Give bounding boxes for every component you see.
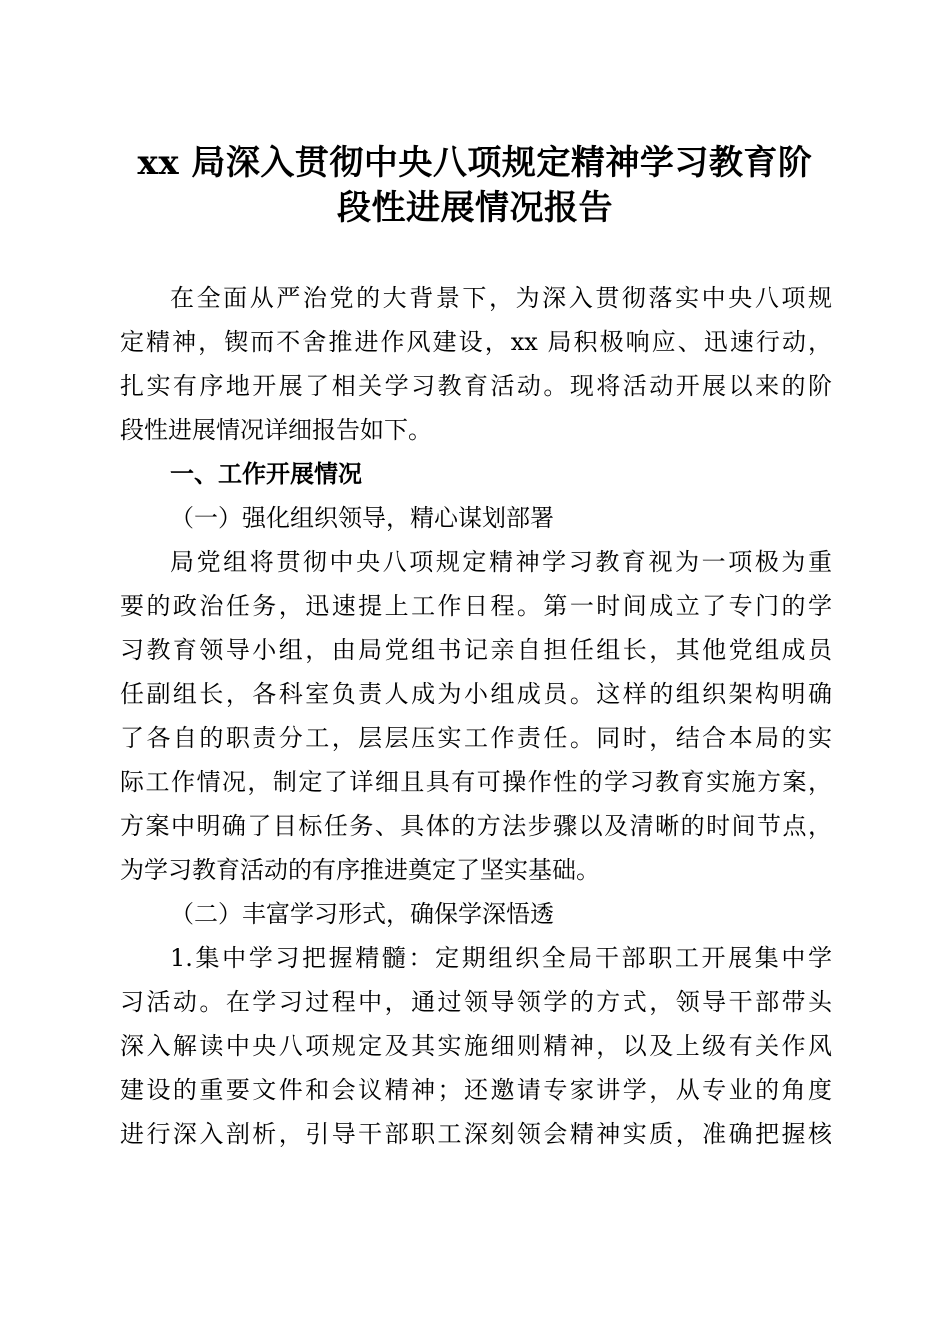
section-heading: 一、工作开展情况: [170, 460, 362, 488]
paragraph-line: 方案中明确了目标任务、具体的方法步骤以及清晰的时间节点，: [120, 812, 832, 840]
intro-line: 段性进展情况详细报告如下。: [120, 416, 432, 444]
paragraph-line: 建设的重要文件和会议精神；还邀请专家讲学，从专业的角度: [120, 1076, 832, 1104]
paragraph-line: 为学习教育活动的有序推进奠定了坚实基础。: [120, 856, 600, 884]
paragraph-line: 深入解读中央八项规定及其实施细则精神，以及上级有关作风: [120, 1032, 832, 1060]
paragraph-line: 进行深入剖析，引导干部职工深刻领会精神实质，准确把握核: [120, 1120, 832, 1148]
document-title-line-2: 段性进展情况报告: [337, 188, 613, 228]
paragraph-line: 习教育领导小组，由局党组书记亲自担任组长，其他党组成员: [120, 636, 832, 664]
document-title-line-1: xx 局深入贯彻中央八项规定精神学习教育阶: [137, 143, 813, 183]
paragraph-line: 习活动。在学习过程中，通过领导领学的方式，领导干部带头: [120, 988, 832, 1016]
intro-line: 在全面从严治党的大背景下，为深入贯彻落实中央八项规: [170, 284, 832, 312]
paragraph-line: 任副组长，各科室负责人成为小组成员。这样的组织架构明确: [120, 680, 832, 708]
paragraph-line: 了各自的职责分工，层层压实工作责任。同时，结合本局的实: [120, 724, 832, 752]
paragraph-line: 要的政治任务，迅速提上工作日程。第一时间成立了专门的学: [120, 592, 832, 620]
intro-line: 定精神，锲而不舍推进作风建设，xx 局积极响应、迅速行动，: [120, 328, 832, 356]
paragraph-line: 局党组将贯彻中央八项规定精神学习教育视为一项极为重: [170, 548, 832, 576]
paragraph-line: 际工作情况，制定了详细且具有可操作性的学习教育实施方案，: [120, 768, 832, 796]
intro-line: 扎实有序地开展了相关学习教育活动。现将活动开展以来的阶: [120, 372, 832, 400]
subsection-heading: （一）强化组织领导，精心谋划部署: [170, 504, 554, 532]
subsection-heading: （二）丰富学习形式，确保学深悟透: [170, 900, 554, 928]
paragraph-line: 1.集中学习把握精髓：定期组织全局干部职工开展集中学: [170, 944, 832, 972]
